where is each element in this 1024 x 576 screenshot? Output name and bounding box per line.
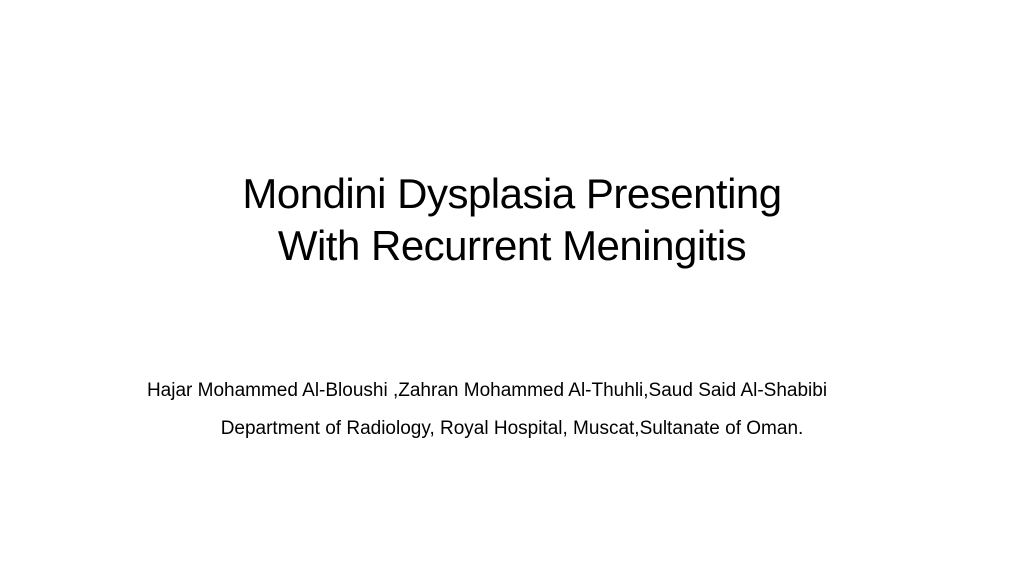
- title-line-2: With Recurrent Meningitis: [277, 222, 747, 269]
- authors-line: Hajar Mohammed Al-Bloushi ,Zahran Mohammed Al-Thuhli,Saud Said Al-Shabibi: [146, 380, 828, 401]
- affiliation-line: Department of Radiology, Royal Hospital, Muscat,Sultanate of Oman.: [220, 418, 804, 439]
- slide-title: [112, 168, 912, 272]
- slide-subtitle: [40, 372, 984, 448]
- title-line-1: Mondini Dysplasia Presenting: [242, 170, 782, 217]
